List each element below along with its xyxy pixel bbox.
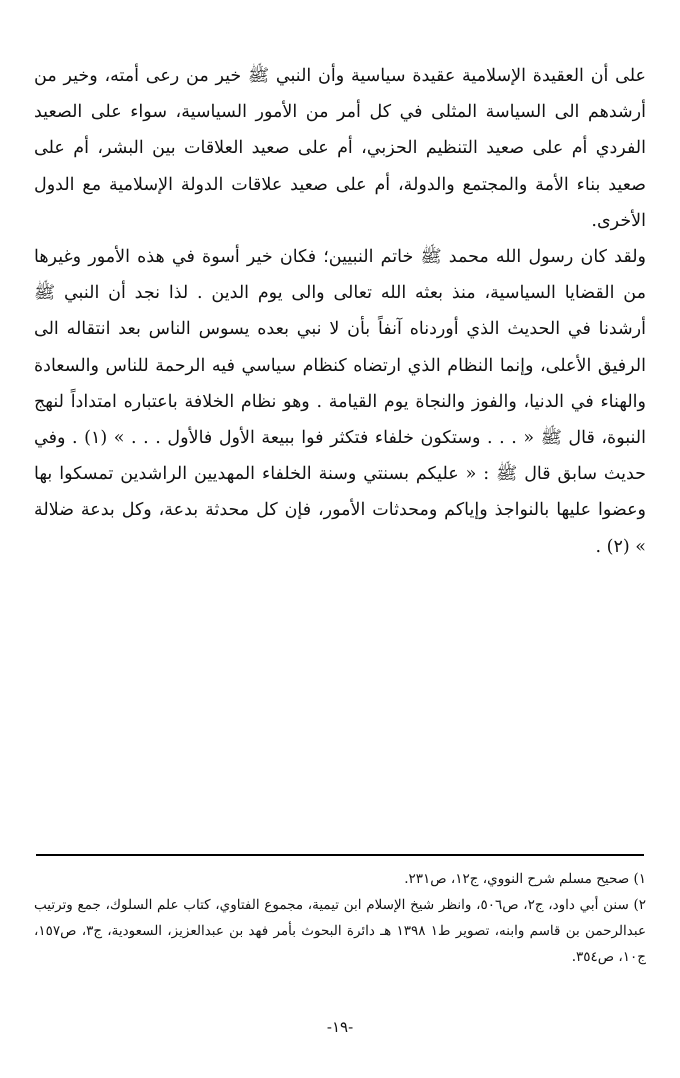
page-number: -١٩- <box>326 1018 354 1036</box>
footnote-1: ١) صحيح مسلم شرح النووي، ج١٢، ص٢٣١. <box>404 871 646 887</box>
footnotes <box>34 866 646 970</box>
main-text <box>34 58 646 565</box>
paragraph-1: على أن العقيدة الإسلامية عقيدة سياسية وأن النبي ﷺ خير من رعى أمته، وخير من أرشدهم الى السياسة المثلى في كل أمر من الأمور السياسية، سواء على الصعيد الفردي أم على صعيد التنظيم الحزبي، أم على صعيد العلاقات بين البشر، أم على صعيد بناء الأمة والمجتمع والدولة، أم على صعيد علاقات الدولة الإسلامية مع الدول الأخرى. <box>34 66 646 231</box>
footnote-separator <box>36 854 644 856</box>
paragraph-2: ولقد كان رسول الله محمد ﷺ خاتم النبيين؛ فكان خير أسوة في هذه الأمور وغيرها من القضايا السياسية، منذ بعثه الله تعالى والى يوم الدين . لذا نجد أن النبي ﷺ أرشدنا في الحديث الذي أوردناه آنفاً بأن لا نبي بعده يسوس الناس بعد انتقاله الى الرفيق الأعلى، وإنما النظام الذي ارتضاه كنظام سياسي فيه الرحمة للناس والسعادة والهناء في الدنيا، والفوز والنجاة يوم القيامة . وهو نظام الخلافة باعتباره امتداداً لنهج النبوة، قال ﷺ « . . . وستكون خلفاء فتكثر فوا ببيعة الأول فالأول . . . » (١) . وفي حديث سابق قال ﷺ : « عليكم بسنتي وسنة الخلفاء المهديين الراشدين تمسكوا بها وعضوا عليها بالنواجذ وإياكم ومحدثات الأمور، فإن كل محدثة بدعة، وكل بدعة ضلالة » (٢) . <box>34 247 646 557</box>
footnote-2: ٢) سنن أبي داود، ج٢، ص٥٠٦، وانظر شيخ الإسلام ابن تيمية، مجموع الفتاوي، كتاب علم السلوك، جمع وترتيب عبدالرحمن بن قاسم وابنه، تصوير ط١ ١٣٩٨ هـ دائرة البحوث بأمر فهد بن عبدالعزيز، السعودية، ج٣، ص١٥٧، ج١٠، ص٣٥٤. <box>34 897 646 965</box>
